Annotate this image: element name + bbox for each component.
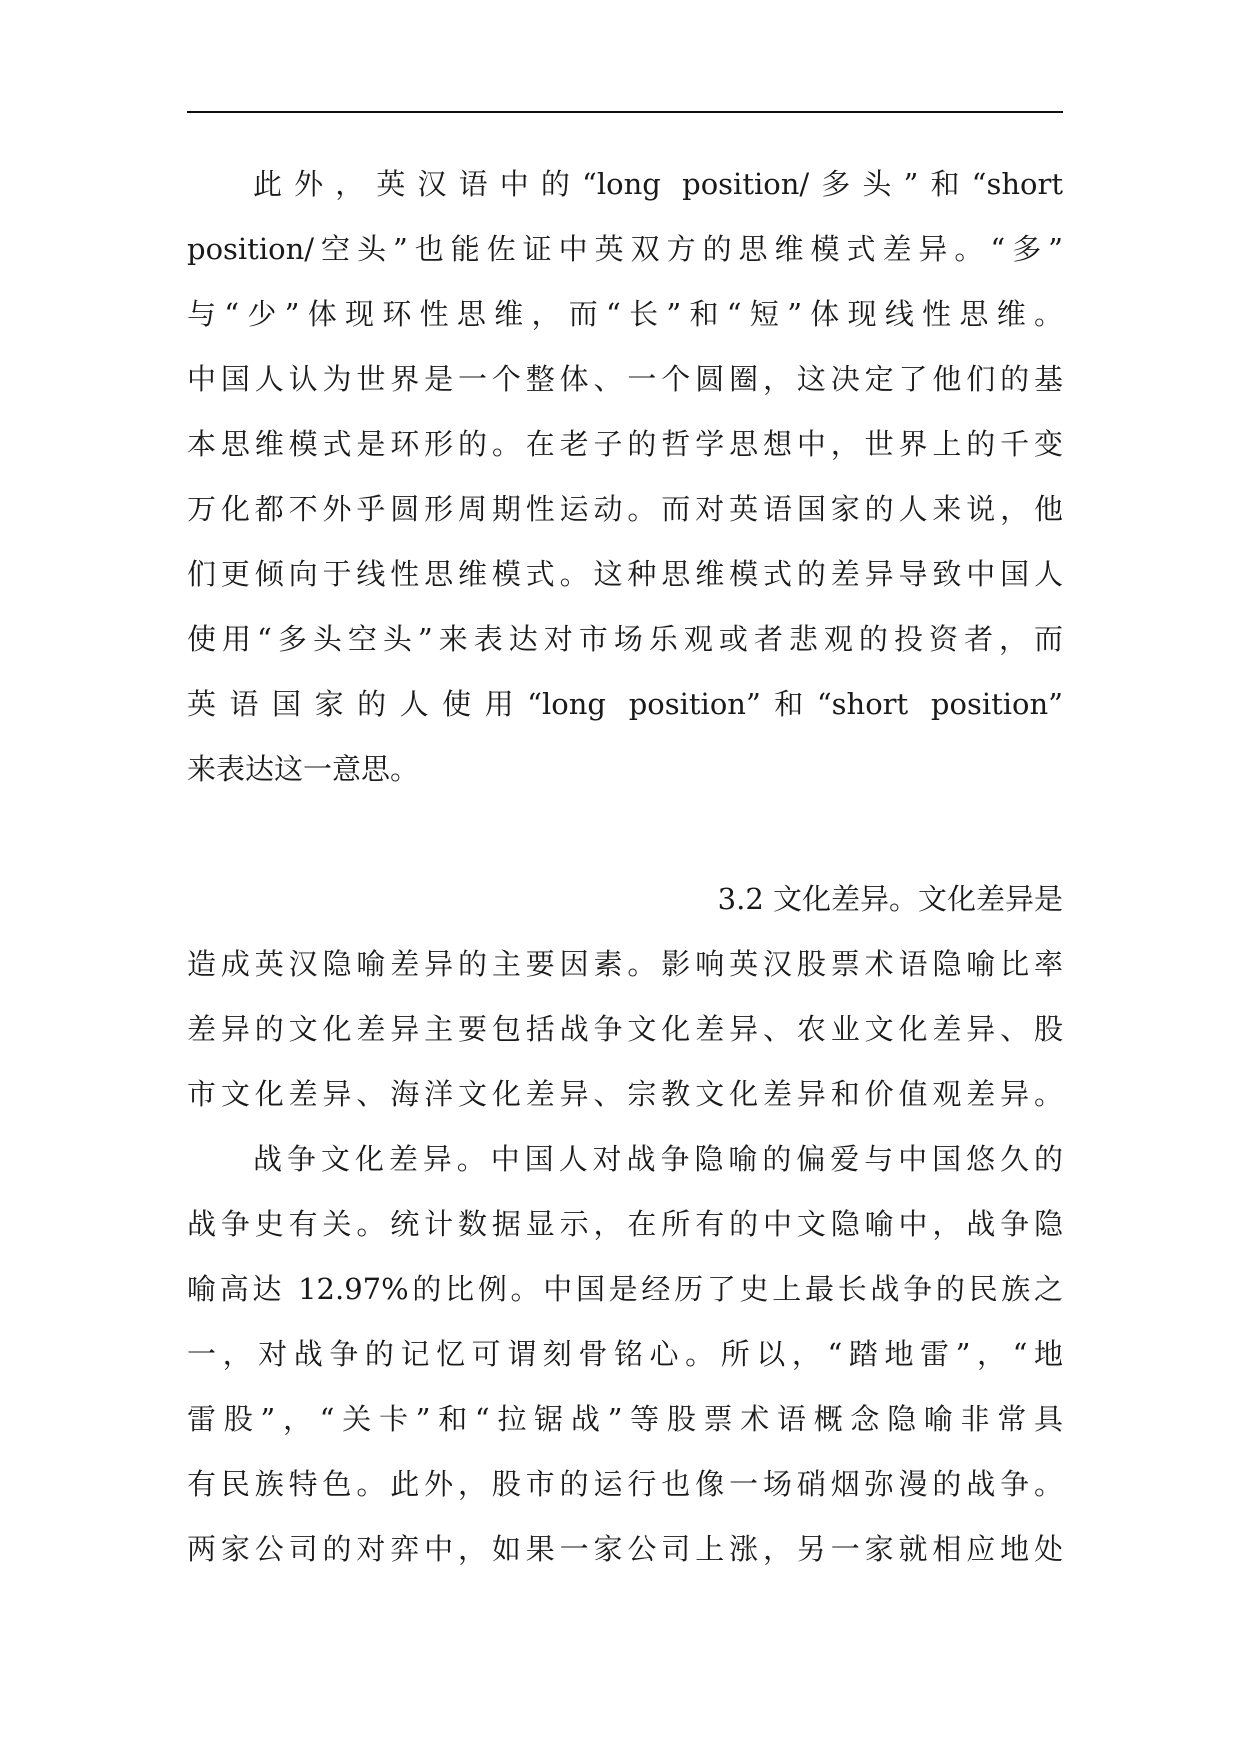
text-line: 造成英汉隐喻差异的主要因素。影响英汉股票术语隐喻比率 <box>187 947 1063 981</box>
text-line: 们更倾向于线性思维模式。这种思维模式的差异导致中国人 <box>187 557 1063 591</box>
text-line: 雷股”，“关卡”和“拉锯战”等股票术语概念隐喻非常具 <box>187 1402 1063 1436</box>
text-line: 来表达这一意思。 <box>187 752 420 786</box>
text-line: 本思维模式是环形的。在老子的哲学思想中，世界上的千变 <box>187 427 1063 461</box>
text-line: 战争史有关。统计数据显示，在所有的中文隐喻中，战争隐 <box>187 1207 1063 1241</box>
text-line: position/空头”也能佐证中英双方的思维模式差异。“多” <box>187 232 1063 266</box>
text-line: 使用“多头空头”来表达对市场乐观或者悲观的投资者，而 <box>187 622 1063 656</box>
section-heading-line: 3.2 文化差异。文化差异是 <box>717 882 1063 916</box>
text-line: 一，对战争的记忆可谓刻骨铭心。所以，“踏地雷”，“地 <box>187 1337 1063 1371</box>
text-line: 有民族特色。此外，股市的运行也像一场硝烟弥漫的战争。 <box>187 1467 1063 1501</box>
text-line: 两家公司的对弈中，如果一家公司上涨，另一家就相应地处 <box>187 1532 1063 1566</box>
text-line: 市文化差异、海洋文化差异、宗教文化差异和价值观差异。 <box>187 1077 1063 1111</box>
text-line: 万化都不外乎圆形周期性运动。而对英语国家的人来说，他 <box>187 492 1063 526</box>
text-line: 此外，英汉语中的“long position/多头”和“short <box>253 167 1063 201</box>
text-line: 喻高达 12.97%的比例。中国是经历了史上最长战争的民族之 <box>187 1272 1063 1306</box>
text-line: 差异的文化差异主要包括战争文化差异、农业文化差异、股 <box>187 1012 1063 1046</box>
text-line: 与“少”体现环性思维，而“长”和“短”体现线性思维。 <box>187 297 1063 331</box>
text-line: 英语国家的人使用“long position”和“short position” <box>187 687 1063 721</box>
text-line: 战争文化差异。中国人对战争隐喻的偏爱与中国悠久的 <box>253 1142 1063 1176</box>
text-line: 中国人认为世界是一个整体、一个圆圈，这决定了他们的基 <box>187 362 1063 396</box>
header-rule <box>187 111 1063 113</box>
